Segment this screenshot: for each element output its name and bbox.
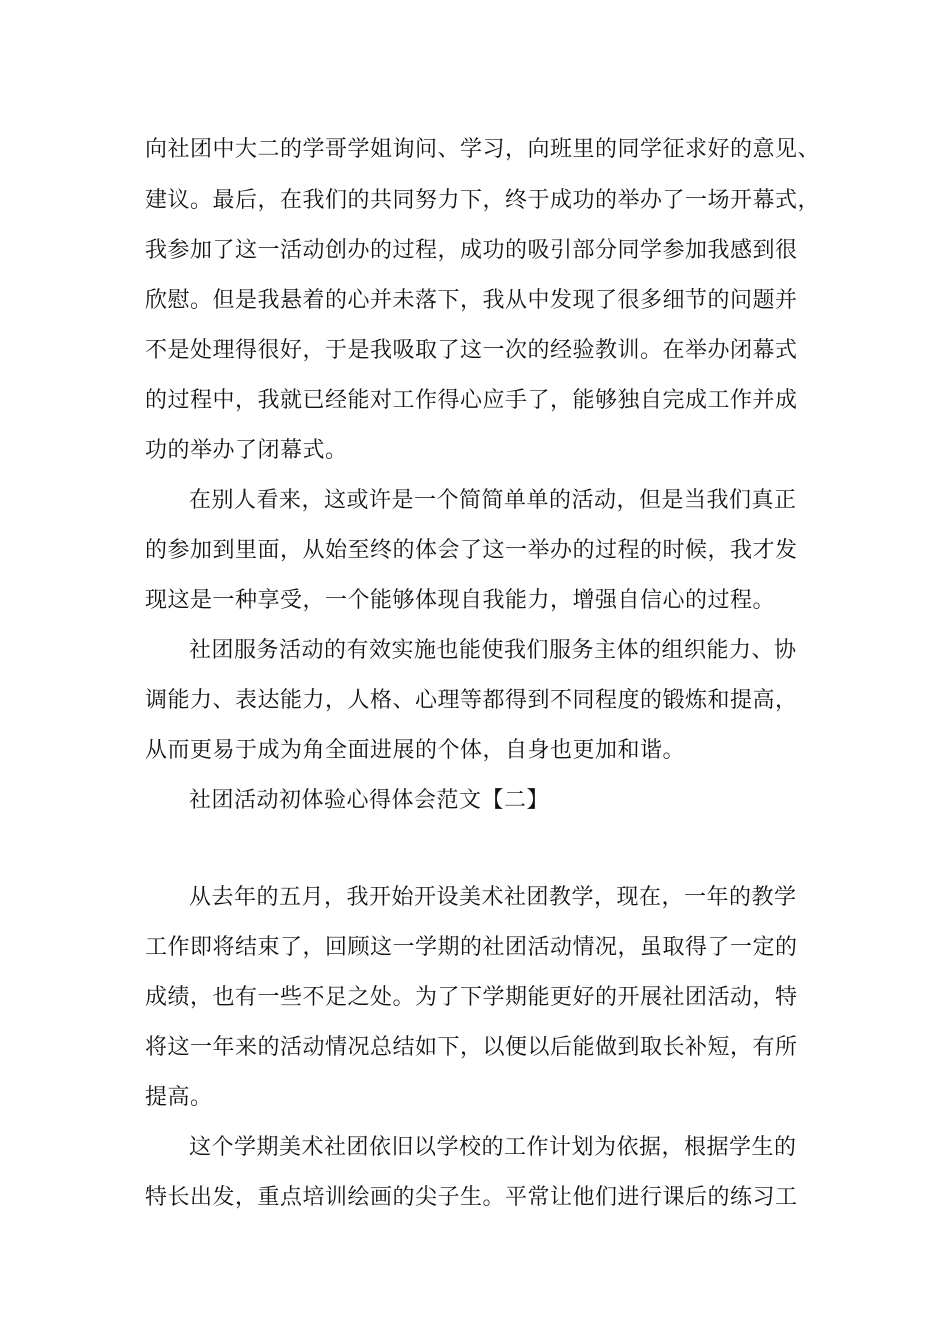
text-line: 工作即将结束了，回顾这一学期的社团活动情况，虽取得了一定的: [145, 935, 798, 960]
paragraph-first-line: 这个学期美术社团依旧以学校的工作计划为依据，根据学生的: [189, 1135, 797, 1160]
paragraph-first-line: 社团服务活动的有效实施也能使我们服务主体的组织能力、协: [189, 638, 797, 663]
text-line: 现这是一种享受，一个能够体现自我能力，增强自信心的过程。: [145, 588, 776, 613]
text-line: 的参加到里面，从始至终的体会了这一举办的过程的时候，我才发: [145, 538, 798, 563]
text-line: 欣慰。但是我悬着的心并未落下，我从中发现了很多细节的问题并: [145, 288, 798, 313]
text-line: 将这一年来的活动情况总结如下，以便以后能做到取长补短，有所: [145, 1035, 798, 1060]
text-line: 我参加了这一活动创办的过程，成功的吸引部分同学参加我感到很: [145, 238, 798, 263]
text-line: 从而更易于成为角全面进展的个体，自身也更加和谐。: [145, 738, 686, 763]
section-heading: 社团活动初体验心得体会范文【二】: [189, 788, 550, 813]
paragraph-first-line: 从去年的五月，我开始开设美术社团教学，现在，一年的教学: [189, 885, 797, 910]
text-line: 特长出发，重点培训绘画的尖子生。平常让他们进行课后的练习工: [145, 1185, 798, 1210]
text-line: 成绩，也有一些不足之处。为了下学期能更好的开展社团活动，特: [145, 985, 798, 1010]
text-line: 建议。最后，在我们的共同努力下，终于成功的举办了一场开幕式，: [145, 188, 821, 213]
text-line: 的过程中，我就已经能对工作得心应手了，能够独自完成工作并成: [145, 388, 798, 413]
text-line: 不是处理得很好，于是我吸取了这一次的经验教训。在举办闭幕式: [145, 338, 798, 363]
text-line: 提高。: [145, 1085, 213, 1110]
paragraph-first-line: 在别人看来，这或许是一个简简单单的活动，但是当我们真正: [189, 488, 797, 513]
text-line: 调能力、表达能力，人格、心理等都得到不同程度的锻炼和提高，: [145, 688, 798, 713]
text-line: 功的举办了闭幕式。: [145, 438, 348, 463]
text-line: 向社团中大二的学哥学姐询问、学习，向班里的同学征求好的意见、: [145, 137, 821, 162]
